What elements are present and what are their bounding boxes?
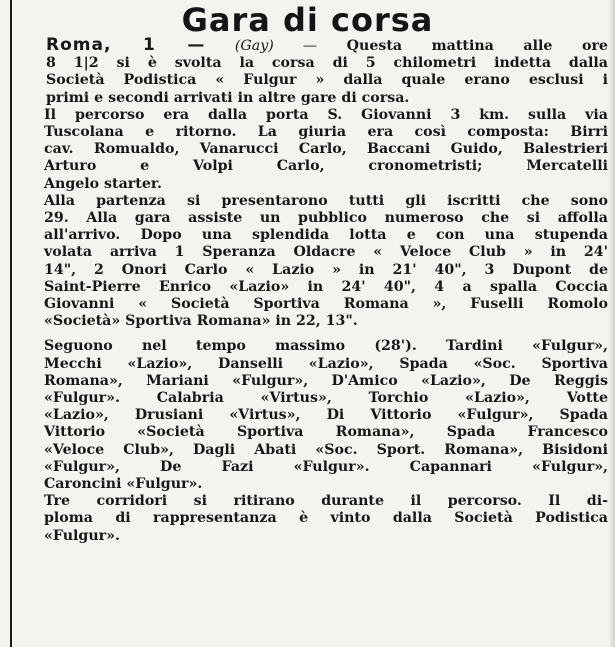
paper-edge-shadow (609, 0, 615, 647)
article-line: ploma di rappresentanza è vinto dalla Società Podistica (44, 510, 608, 527)
article-line: 14", 2 Onori Carlo « Lazio » in 21' 40", 3 Dupont de (44, 261, 608, 278)
paragraph-4 (22, 338, 608, 493)
article-line (22, 37, 608, 55)
article-line: Il percorso era dalla porta S. Giovanni 3 km. sulla via (44, 106, 608, 123)
article-line: 8 1|2 si è svolta la corsa di 5 chilometri indetta dalla (46, 55, 608, 72)
article-line: Caroncini «Fulgur». (44, 476, 203, 493)
article-body (22, 37, 608, 545)
article-line: primi e secondi arrivati in altre gare di corsa. (46, 89, 410, 106)
paragraph-3 (22, 193, 608, 331)
article-line: «Società» Sportiva Romana» in 22, 13". (44, 313, 358, 330)
article-line: Alla partenza si presentarono tutti gli iscritti che sono (44, 192, 608, 209)
paragraph-2 (22, 107, 608, 193)
article-line: «Fulgur». Calabria «Virtus», Torchio «Lazio», Votte (44, 390, 608, 407)
paragraph-1-opening: Questa mattina alle ore (346, 38, 608, 54)
headline: Gara di corsa (181, 1, 434, 39)
dateline-city: Roma, 1 — (46, 35, 206, 55)
article-line: Arturo e Volpi Carlo, cronometristi; Mercatelli (44, 158, 608, 175)
article-line: «Fulgur», De Fazi «Fulgur». Capannari «Fulgur», (44, 458, 608, 475)
article-line: Mecchi «Lazio», Danselli «Lazio», Spada «Soc. Sportiva (44, 355, 608, 372)
article-line: cav. Romualdo, Vanarucci Carlo, Baccani Guido, Balestrieri (44, 141, 608, 158)
article-line: Vittorio «Società Sportiva Romana», Spada Francesco (44, 424, 608, 441)
paragraph-5 (22, 493, 608, 545)
article-line: Seguono nel tempo massimo (28'). Tardini «Fulgur», (44, 338, 608, 355)
dateline-agency: (Gay) — (234, 38, 318, 54)
paragraph-1 (22, 37, 608, 107)
article-line: Società Podistica « Fulgur » dalla quale erano esclusi i (46, 72, 608, 89)
article-line: Angelo starter. (44, 175, 162, 192)
article-line: Tre corridori si ritirano durante il percorso. Il di- (44, 493, 608, 510)
article-line: «Veloce Club», Dagli Abati «Soc. Sport. Romana», Bisidoni (44, 441, 608, 458)
article-line: Tuscolana e ritorno. La giuria era così composta: Birri (44, 124, 608, 141)
column-rule (10, 0, 12, 647)
article-line: Giovanni « Società Sportiva Romana », Fuselli Romolo (44, 296, 608, 313)
article-line: Saint-Pierre Enrico «Lazio» in 24' 40", 4 a spalla Coccia (44, 278, 608, 295)
article-line: «Fulgur». (44, 527, 120, 544)
article-line: volata arriva 1 Speranza Oldacre « Veloce Club » in 24' (44, 244, 608, 261)
article-line: 29. Alla gara assiste un pubblico numeroso che si affolla (44, 210, 608, 227)
article-line: «Lazio», Drusiani «Virtus», Di Vittorio «Fulgur», Spada (44, 407, 608, 424)
article-line: all'arrivo. Dopo una splendida lotta e con una stupenda (44, 227, 608, 244)
article-line: Romana», Mariani «Fulgur», D'Amico «Lazio», De Reggis (44, 372, 608, 389)
